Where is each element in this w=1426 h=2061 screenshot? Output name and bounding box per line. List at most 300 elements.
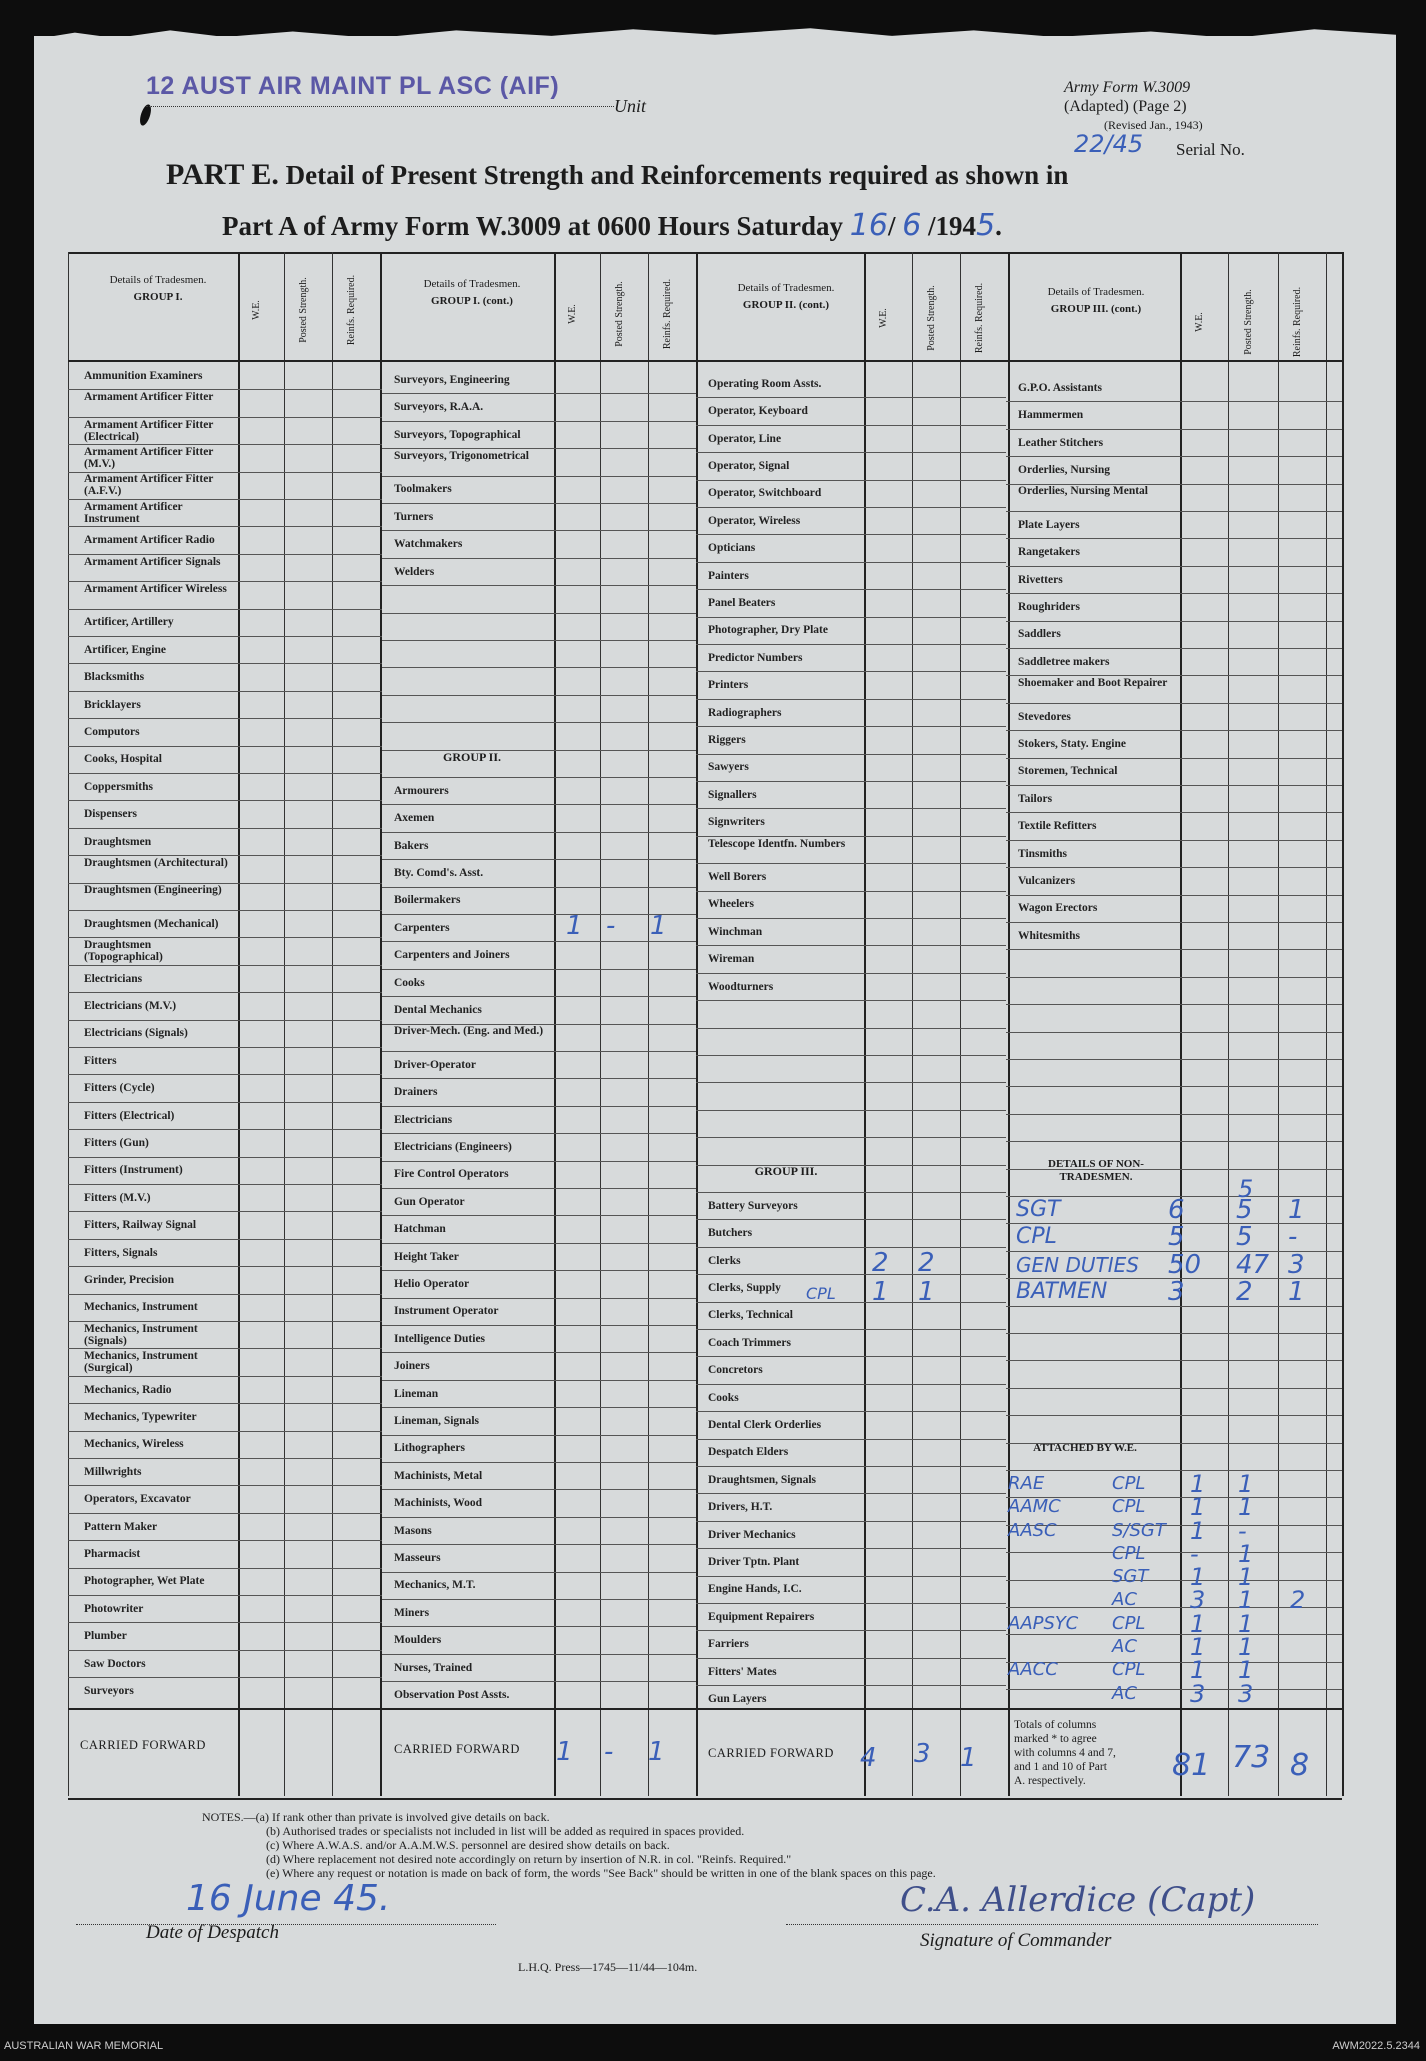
row-rule: [696, 1384, 1006, 1385]
row-label: Printers: [708, 679, 749, 692]
handwritten-value: 3: [1238, 1679, 1254, 1708]
row-label: Driver Tptn. Plant: [708, 1555, 800, 1568]
row-rule: [1006, 703, 1342, 704]
row-label: Clerks, Technical: [708, 1309, 793, 1322]
row-rule: [68, 965, 382, 966]
row-rule: [696, 1137, 1006, 1138]
col1-header: [84, 274, 232, 304]
row-rule: [68, 1157, 382, 1158]
row-label: Millwrights: [84, 1465, 142, 1478]
row-rule: [1006, 1004, 1342, 1005]
row-rule: [382, 1298, 696, 1299]
row-rule: [696, 452, 1006, 453]
row-rule: [696, 1000, 1006, 1001]
row-label: Wheelers: [708, 898, 754, 911]
row-rule: [68, 609, 382, 610]
row-label: Fitters, Signals: [84, 1246, 158, 1259]
handwritten-value: 1: [1238, 1563, 1254, 1592]
handwritten-value: 50: [1168, 1249, 1202, 1280]
handwritten-value: 1: [1238, 1656, 1254, 1685]
totals-line: Totals of columns: [1014, 1719, 1097, 1731]
row-label: Nurses, Trained: [394, 1661, 473, 1674]
date-day: 16: [849, 208, 888, 243]
row-rule: [1006, 1059, 1342, 1060]
row-rule: [696, 863, 1006, 864]
row-rule: [696, 1466, 1006, 1467]
row-label: Moulders: [394, 1634, 442, 1647]
row-label: Masseurs: [394, 1551, 441, 1564]
handwritten-value: 8: [1290, 1748, 1310, 1783]
handwritten-value: 1: [1190, 1656, 1206, 1685]
row-rule: [696, 1439, 1006, 1440]
row-rule: [68, 1568, 382, 1569]
carried-forward-2: CARRIED FORWARD: [394, 1742, 520, 1756]
col4-details: Details of Tradesmen.: [1047, 286, 1145, 298]
row-rule: [68, 828, 382, 829]
row-rule: [382, 1078, 696, 1079]
row-rule: [1006, 730, 1342, 731]
row-rule: [382, 1161, 696, 1162]
row-rule: [696, 1658, 1006, 1659]
row-rule: [68, 1403, 382, 1404]
row-label: Intelligence Duties: [394, 1332, 486, 1345]
row-rule: [696, 973, 1006, 974]
unit-stamp: 12 AUST AIR MAINT PL ASC (AIF): [146, 72, 560, 100]
row-rule: [382, 1435, 696, 1436]
row-rule: [68, 663, 382, 664]
handwritten-value: 1: [1190, 1493, 1206, 1522]
row-label: Radiographers: [708, 706, 782, 719]
form-title-line1: [166, 158, 1068, 192]
title-part: PART E.: [166, 158, 279, 191]
despatch-date-line: [76, 1924, 496, 1925]
row-label: Mechanics, Instrument (Surgical): [84, 1350, 198, 1375]
row-label: Equipment Repairers: [708, 1610, 815, 1623]
row-rule: [696, 808, 1006, 809]
row-rule: [68, 773, 382, 774]
row-label: Plate Layers: [1018, 518, 1080, 531]
footer-accession-number: AWM2022.5.2344: [1332, 2040, 1420, 2052]
row-rule: [68, 526, 382, 527]
attached-corps: AASC: [1008, 1519, 1057, 1541]
col3-details: Details of Tradesmen.: [737, 282, 835, 294]
attached-rank: AC: [1112, 1589, 1137, 1611]
row-rule: [382, 1517, 696, 1518]
row-rule: [382, 1462, 696, 1463]
handwritten-value: 1: [1190, 1563, 1206, 1592]
row-label: Masons: [394, 1524, 432, 1537]
row-label: Wagon Erectors: [1018, 902, 1098, 915]
row-rule: [68, 1184, 382, 1185]
row-rule: [1006, 867, 1342, 868]
row-label: Operator, Signal: [708, 459, 790, 472]
row-rule: [68, 1485, 382, 1486]
row-label: Joiners: [394, 1360, 430, 1373]
row-label: Ammunition Examiners: [84, 369, 203, 382]
row-rule: [382, 476, 696, 477]
commander-signature: C.A. Allerdice (Capt): [900, 1880, 1256, 1920]
handwritten-value: 5: [1238, 1174, 1254, 1203]
row-rule: [696, 891, 1006, 892]
row-label: Tinsmiths: [1018, 847, 1068, 860]
col3-header: [712, 282, 860, 312]
row-rule: [696, 1110, 1006, 1111]
row-rule: [1006, 1032, 1342, 1033]
row-label: Machinists, Wood: [394, 1497, 482, 1510]
despatch-date-handwritten: 16 June 45.: [186, 1878, 391, 1919]
row-rule: [68, 1677, 382, 1678]
we-column-header: W.E.: [251, 300, 262, 320]
row-rule: [68, 718, 382, 719]
form-number: Army Form W.3009: [1064, 79, 1191, 96]
row-rule: [696, 754, 1006, 755]
row-rule: [382, 1215, 696, 1216]
row-label: Surveyors, R.A.A.: [394, 401, 484, 414]
row-rule: [382, 695, 696, 696]
row-label: Woodturners: [708, 980, 774, 993]
handwritten-value: 2: [872, 1247, 889, 1278]
row-label: Signallers: [708, 788, 757, 801]
row-label: Draughtsmen (Engineering): [84, 884, 222, 897]
row-label: Storemen, Technical: [1018, 765, 1118, 778]
row-label: Fitters (Gun): [84, 1136, 149, 1149]
handwritten-value: 1: [1190, 1609, 1206, 1638]
row-label: Mechanics, M.T.: [394, 1579, 476, 1592]
row-rule: [1006, 977, 1342, 978]
carried-forward-1: CARRIED FORWARD: [80, 1738, 206, 1752]
row-rule: [68, 992, 382, 993]
row-label: Draughtsmen (Architectural): [84, 856, 228, 869]
row-label: Armament Artificer Signals: [84, 555, 221, 568]
row-label: Surveyors, Trigonometrical: [394, 449, 529, 462]
row-rule: [382, 1325, 696, 1326]
handwritten-value: 3: [1190, 1679, 1206, 1708]
we-column-header: W.E.: [1194, 312, 1205, 332]
row-rule: [1006, 1552, 1342, 1553]
non-tradesmen-heading: DETAILS OF NON-TRADESMEN.: [1048, 1158, 1144, 1183]
handwritten-value: 1: [556, 1737, 573, 1767]
row-label: Stokers, Staty. Engine: [1018, 737, 1126, 750]
handwritten-value: 1: [1238, 1493, 1254, 1522]
row-rule: [1006, 840, 1342, 841]
row-rule: [382, 996, 696, 997]
row-rule: [382, 969, 696, 970]
row-rule: [68, 636, 382, 637]
row-rule: [68, 746, 382, 747]
row-rule: [382, 640, 696, 641]
handwritten-value: 1: [872, 1277, 889, 1308]
carried-forward-rule: [68, 1708, 1342, 1710]
row-rule: [382, 1544, 696, 1545]
row-rule: [382, 1188, 696, 1189]
row-label: Armament Artificer Fitter (M.V.): [84, 445, 214, 470]
date-month: 6: [902, 208, 922, 243]
posted-strength-column-header: Posted Strength.: [614, 281, 625, 347]
row-rule: [696, 562, 1006, 563]
row-rule: [382, 1407, 696, 1408]
row-label: Panel Beaters: [708, 596, 776, 609]
row-label: Operator, Switchboard: [708, 487, 822, 500]
handwritten-value: 6: [1168, 1195, 1185, 1225]
row-rule: [696, 589, 1006, 590]
row-label: Fitters, Railway Signal: [84, 1219, 197, 1232]
row-label: Signwriters: [708, 816, 765, 829]
handwritten-value: 1: [1288, 1195, 1305, 1225]
serial-label: Serial No.: [1176, 140, 1245, 159]
row-label: Surveyors, Topographical: [394, 428, 521, 441]
row-label: Clerks: [708, 1254, 741, 1267]
attached-rank: CPL: [1112, 1542, 1146, 1564]
row-rule: [1006, 1086, 1342, 1087]
attached-heading: ATTACHED BY W.E.: [1033, 1442, 1137, 1454]
attached-corps: AAPSYC: [1008, 1612, 1079, 1634]
row-rule: [68, 1431, 382, 1432]
row-rule: [696, 534, 1006, 535]
row-rule: [1006, 511, 1342, 512]
totals-line: and 1 and 10 of Part: [1014, 1761, 1107, 1773]
handwritten-value: 3: [1190, 1586, 1206, 1615]
row-label: Mechanics, Instrument (Signals): [84, 1322, 198, 1347]
row-label: Well Borers: [708, 870, 767, 883]
col4-group: GROUP III. (cont.): [1050, 303, 1142, 315]
row-rule: [696, 699, 1006, 700]
row-label: Predictor Numbers: [708, 651, 803, 664]
row-label: Welders: [394, 565, 435, 578]
col2-header: [398, 278, 546, 308]
attached-rank: S/SGT: [1112, 1519, 1166, 1541]
non-tradesman-rank: BATMEN: [1016, 1279, 1108, 1305]
row-rule: [68, 1650, 382, 1651]
row-label: Telescope Identfn. Numbers: [708, 837, 846, 850]
row-rule: [696, 1302, 1006, 1303]
attached-rank: AC: [1112, 1682, 1137, 1704]
title-rest: Detail of Present Strength and Reinforcements required as shown in: [285, 160, 1069, 190]
row-label: Mechanics, Typewriter: [84, 1410, 197, 1423]
row-label: Lineman, Signals: [394, 1414, 479, 1427]
row-rule: [1006, 1470, 1342, 1471]
note-c: (c) Where A.W.A.S. and/or A.A.M.W.S. personnel are desired show details on back.: [266, 1838, 670, 1852]
row-rule: [1006, 922, 1342, 923]
row-rule: [696, 781, 1006, 782]
row-label: Lithographers: [394, 1442, 465, 1455]
row-rule: [382, 1133, 696, 1134]
row-rule: [68, 691, 382, 692]
row-label: Fitters: [84, 1054, 117, 1067]
row-label: Gun Layers: [708, 1692, 767, 1705]
row-label: Rangetakers: [1018, 546, 1080, 559]
reinforcements-column-header: Reinfs. Required.: [1292, 286, 1303, 358]
non-tradesman-rank: CPL: [1016, 1224, 1057, 1250]
row-label: Armament Artificer Radio: [84, 534, 215, 547]
row-label: Electricians: [84, 972, 143, 985]
row-rule: [1006, 566, 1342, 567]
row-rule: [68, 1020, 382, 1021]
despatch-date-label: Date of Despatch: [146, 1922, 279, 1943]
handwritten-value: -: [1238, 1516, 1247, 1545]
handwritten-value: 1: [918, 1277, 935, 1308]
row-label: Pattern Maker: [84, 1520, 158, 1533]
row-rule: [68, 1595, 382, 1596]
row-label: Fitters (Cycle): [84, 1082, 155, 1095]
row-rule: [696, 1247, 1006, 1248]
handwritten-value: CPL: [806, 1284, 836, 1304]
row-label: Mechanics, Wireless: [84, 1438, 184, 1451]
row-label: Orderlies, Nursing: [1018, 463, 1110, 476]
row-label: Electricians (Engineers): [394, 1140, 512, 1153]
row-rule: [68, 1239, 382, 1240]
note-a: NOTES.—(a) If rank other than private is involved give details on back.: [202, 1810, 550, 1824]
row-rule: [696, 1630, 1006, 1631]
handwritten-value: 81: [1172, 1748, 1211, 1783]
row-label: Saddlers: [1018, 628, 1061, 641]
row-label: Drivers, H.T.: [708, 1501, 773, 1514]
row-label: Draughtsmen, Signals: [708, 1473, 816, 1486]
row-label: Coach Trimmers: [708, 1336, 791, 1349]
row-rule: [382, 914, 696, 915]
row-label: Photographer, Wet Plate: [84, 1575, 205, 1588]
row-label: Lineman: [394, 1387, 439, 1400]
unit-line: [146, 106, 614, 107]
row-rule: [382, 530, 696, 531]
totals-line: marked * to agree: [1014, 1733, 1097, 1745]
carried-forward-3: CARRIED FORWARD: [708, 1746, 834, 1760]
row-label: Mechanics, Instrument: [84, 1301, 198, 1314]
row-label: Orderlies, Nursing Mental: [1018, 485, 1148, 498]
column-rule: [912, 252, 913, 1796]
row-label: Dental Mechanics: [394, 1003, 482, 1016]
handwritten-value: 1: [648, 1737, 665, 1767]
attached-rank: CPL: [1112, 1496, 1146, 1518]
row-label: Dental Clerk Orderlies: [708, 1418, 822, 1431]
row-label: Carpenters and Joiners: [394, 949, 510, 962]
row-rule: [696, 480, 1006, 481]
row-label: Toolmakers: [394, 483, 452, 496]
row-rule: [696, 1493, 1006, 1494]
row-rule: [696, 1329, 1006, 1330]
row-label: Watchmakers: [394, 538, 463, 551]
row-label: Machinists, Metal: [394, 1469, 483, 1482]
group2-heading: GROUP II.: [442, 750, 501, 764]
handwritten-value: 5: [1168, 1222, 1185, 1253]
signature-line: [786, 1924, 1318, 1925]
row-label: Opticians: [708, 542, 756, 555]
handwritten-value: -: [1288, 1222, 1298, 1253]
attached-rank: CPL: [1112, 1612, 1146, 1634]
attached-corps: RAE: [1008, 1473, 1045, 1494]
handwritten-value: 3: [914, 1739, 931, 1769]
row-rule: [382, 722, 696, 723]
row-rule: [1006, 593, 1342, 594]
row-label: Saw Doctors: [84, 1657, 146, 1670]
row-rule: [382, 1489, 696, 1490]
row-label: Operator, Wireless: [708, 514, 801, 527]
row-rule: [696, 507, 1006, 508]
row-rule: [696, 1055, 1006, 1056]
handwritten-value: -: [604, 1737, 614, 1767]
handwritten-value: 2: [918, 1247, 935, 1278]
title-line2: Part A of Army Form W.3009 at 0600 Hours Saturday: [222, 211, 843, 241]
handwritten-value: -: [606, 911, 616, 941]
row-label: Photowriter: [84, 1602, 144, 1615]
row-label: Armourers: [394, 784, 449, 797]
row-rule: [696, 918, 1006, 919]
row-rule: [696, 726, 1006, 727]
row-label: Driver Mechanics: [708, 1528, 796, 1541]
row-label: Armament Artificer Wireless: [84, 582, 227, 595]
form-identifier: [1064, 78, 1203, 135]
row-rule: [1006, 1388, 1342, 1389]
row-rule: [382, 859, 696, 860]
row-label: Carpenters: [394, 921, 450, 934]
handwritten-value: 1: [960, 1743, 977, 1773]
handwritten-value: 1: [1190, 1633, 1206, 1662]
handwritten-value: 2: [1236, 1277, 1253, 1308]
row-rule: [1006, 895, 1342, 896]
handwritten-value: -: [1190, 1539, 1199, 1568]
row-label: Pharmacist: [84, 1547, 141, 1560]
row-label: Whitesmiths: [1018, 929, 1080, 942]
row-rule: [1006, 812, 1342, 813]
handwritten-value: 1: [1238, 1470, 1254, 1498]
row-rule: [382, 421, 696, 422]
row-label: Bricklayers: [84, 698, 141, 711]
row-label: Hammermen: [1018, 409, 1084, 422]
row-label: Computors: [84, 725, 140, 738]
row-label: Armament Artificer Instrument: [84, 500, 183, 525]
posted-strength-column-header: Posted Strength.: [926, 285, 937, 351]
row-label: Farriers: [708, 1638, 749, 1651]
row-rule: [1006, 1580, 1342, 1581]
row-label: Driver-Mech. (Eng. and Med.): [394, 1025, 544, 1038]
handwritten-value: 1: [1288, 1277, 1305, 1308]
row-rule: [696, 1219, 1006, 1220]
date-end: .: [995, 211, 1002, 241]
row-label: Electricians (M.V.): [84, 999, 177, 1012]
column-rule: [332, 252, 333, 1796]
row-rule: [382, 1106, 696, 1107]
row-label: Drainers: [394, 1086, 438, 1099]
row-rule: [382, 1051, 696, 1052]
row-label: Wireman: [708, 953, 755, 966]
row-rule: [382, 393, 696, 394]
non-tradesman-rank: GEN DUTIES: [1016, 1252, 1139, 1277]
we-column-header: W.E.: [878, 308, 889, 328]
date-year: /194: [928, 211, 977, 241]
row-label: Shoemaker and Boot Repairer: [1018, 677, 1168, 690]
row-label: Gun Operator: [394, 1195, 465, 1208]
row-rule: [68, 1211, 382, 1212]
row-rule: [696, 1274, 1006, 1275]
row-rule: [68, 1540, 382, 1541]
col1-group: GROUP I.: [133, 291, 183, 303]
handwritten-value: 1: [1190, 1516, 1206, 1545]
row-rule: [1006, 1114, 1342, 1115]
posted-strength-column-header: Posted Strength.: [1243, 289, 1254, 355]
row-rule: [382, 613, 696, 614]
form-title-line2: Part A of Army Form W.3009 at 0600 Hours Saturday 16/ 6 /1945.: [222, 208, 1002, 243]
row-label: Operator, Line: [708, 432, 782, 445]
row-rule: [68, 910, 382, 911]
row-label: Concretors: [708, 1364, 763, 1377]
row-rule: [1006, 1689, 1342, 1690]
row-rule: [696, 397, 1006, 398]
row-rule: [382, 1572, 696, 1573]
row-label: Surveyors, Engineering: [394, 373, 510, 386]
row-label: Cooks, Hospital: [84, 753, 162, 766]
posted-strength-column-header: Posted Strength.: [298, 277, 309, 343]
row-label: Draughtsmen (Mechanical): [84, 917, 219, 930]
row-rule: [696, 425, 1006, 426]
